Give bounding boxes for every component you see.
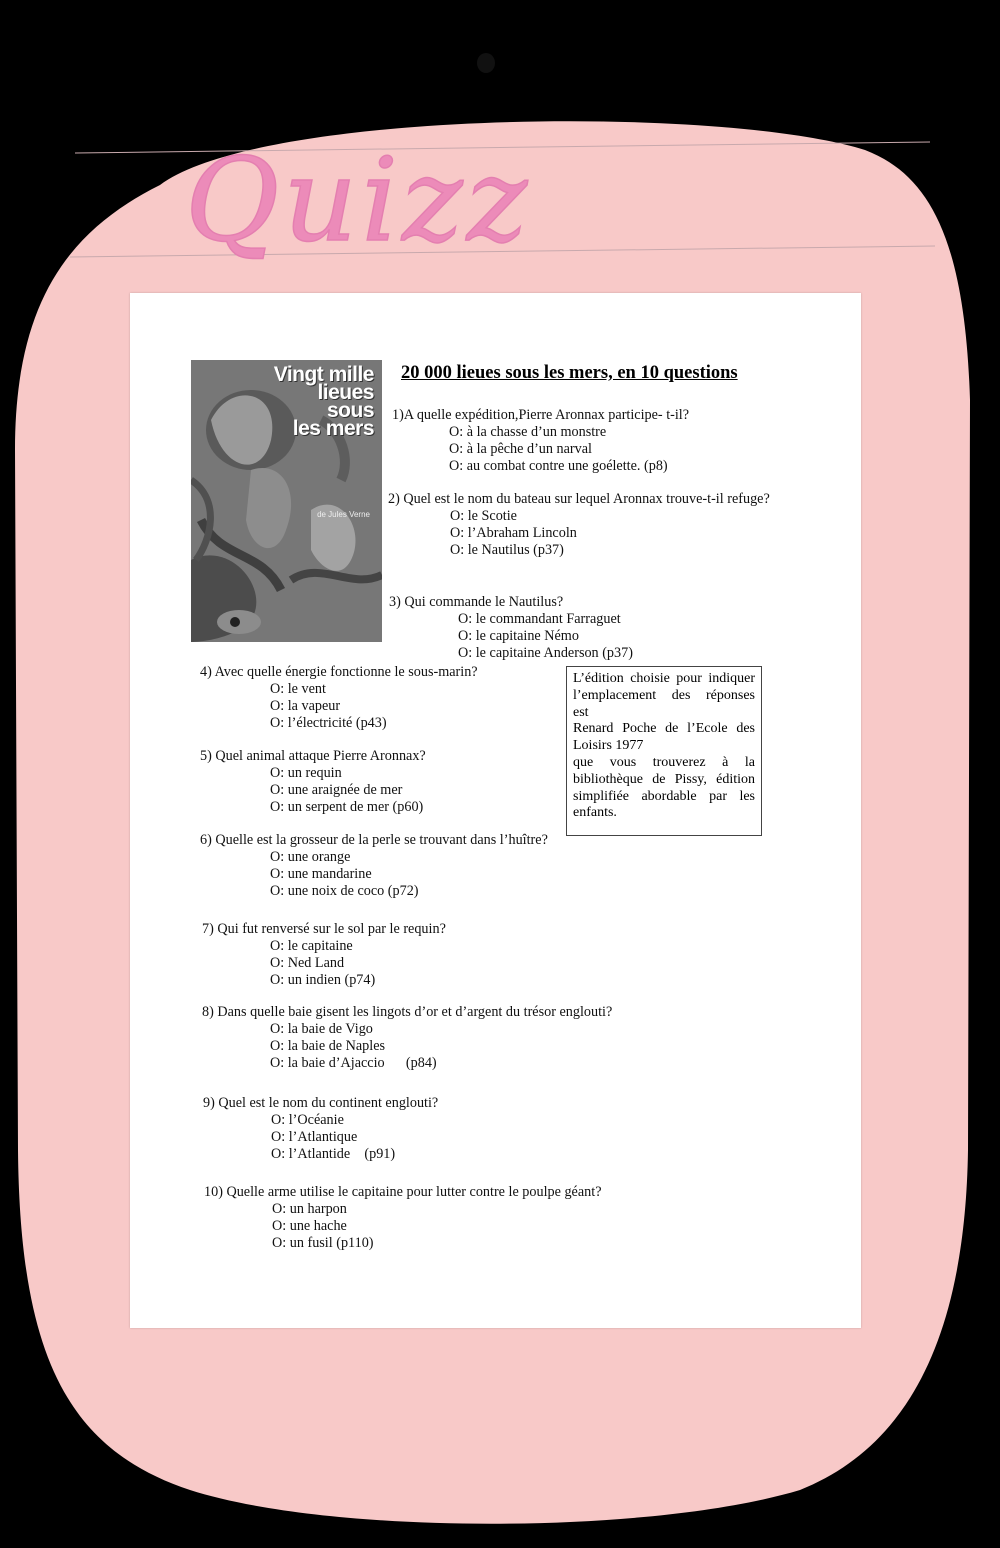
question-block [392,407,689,475]
note-line: Renard Poche de l’Ecole des [573,721,755,737]
note-line: Loisirs 1977 [573,738,644,754]
answer-option[interactable]: O: une noix de coco (p72) [270,883,419,899]
answer-option[interactable]: O: le capitaine Némo [458,628,579,644]
answer-option[interactable]: O: la baie de Naples [270,1038,386,1054]
question-text: 9) Quel est le nom du continent englouti? [203,1095,439,1111]
answer-option[interactable]: O: à la chasse d’un monstre [449,424,607,440]
answer-option[interactable]: O: la baie d’Ajaccio (p84) [270,1055,437,1071]
note-line: enfants. [573,805,617,821]
note-line: est [573,704,589,720]
quiz-sheet [130,293,861,1328]
svg-text:Quizz: Quizz [185,140,532,268]
cover-title-line: sous [326,399,374,422]
note-line: simplifiée abordable par les [573,788,755,804]
answer-option[interactable]: O: le capitaine Anderson (p37) [458,645,633,661]
answer-option[interactable]: O: une orange [270,849,351,865]
answer-option[interactable]: O: un indien (p74) [270,972,376,988]
note-line: L’édition choisie pour indiquer [573,671,755,686]
note-line: bibliothèque de Pissy, édition [573,771,755,787]
question-block [202,921,446,989]
question-block [203,1095,438,1163]
answer-option[interactable]: O: le vent [270,681,326,697]
answer-option[interactable]: O: Ned Land [270,955,345,971]
answer-option[interactable]: O: le commandant Farraguet [458,611,621,627]
answer-option[interactable]: O: à la pêche d’un narval [449,441,592,457]
handwritten-title [175,140,655,290]
question-text: 8) Dans quelle baie gisent les lingots d’or et d’argent du trésor englouti? [202,1004,613,1020]
answer-option[interactable]: O: l’Atlantique [271,1129,358,1145]
answer-option[interactable]: O: l’Océanie [271,1112,344,1128]
question-text: 10) Quelle arme utilise le capitaine pour lutter contre le poulpe géant? [204,1184,602,1200]
question-text: 4) Avec quelle énergie fonctionne le sous-marin? [200,664,478,680]
cover-author: de Jules Verne [317,510,370,519]
question-text: 5) Quel animal attaque Pierre Aronnax? [200,748,426,764]
answer-option[interactable]: O: une hache [272,1218,347,1234]
answer-option[interactable]: O: une mandarine [270,866,372,882]
cover-title-line: lieues [317,381,374,404]
answer-option[interactable]: O: l’Atlantide (p91) [271,1146,396,1162]
answer-option[interactable]: O: une araignée de mer [270,782,403,798]
answer-option[interactable]: O: un harpon [272,1201,347,1217]
answer-option[interactable]: O: l’électricité (p43) [270,715,387,731]
note-line: que vous trouverez à la [573,754,755,770]
edition-note-box [566,666,762,836]
cover-title-line: Vingt mille [273,363,374,386]
question-text: 2) Quel est le nom du bateau sur lequel Aronnax trouve-t-il refuge? [388,491,770,507]
answer-option[interactable]: O: la baie de Vigo [270,1021,373,1037]
answer-option[interactable]: O: un serpent de mer (p60) [270,799,424,815]
answer-option[interactable]: O: un fusil (p110) [272,1235,374,1251]
cover-title-line: les mers [292,417,374,440]
answer-option[interactable]: O: l’Abraham Lincoln [450,525,577,541]
question-block [202,1004,612,1072]
cover-title [273,363,374,440]
book-cover-image [191,360,382,642]
question-text: 1)A quelle expédition,Pierre Aronnax participe- t-il? [392,407,690,423]
question-block [389,594,633,662]
question-block [204,1184,602,1252]
question-text: 7) Qui fut renversé sur le sol par le requin? [202,921,446,937]
answer-option[interactable]: O: le capitaine [270,938,353,954]
question-text: 6) Quelle est la grosseur de la perle se trouvant dans l’huître? [200,832,548,848]
punch-hole [477,53,495,73]
question-block [200,748,426,816]
note-line: l’emplacement des réponses [573,687,755,703]
answer-option[interactable]: O: au combat contre une goélette. (p8) [449,458,668,474]
answer-option[interactable]: O: la vapeur [270,698,341,714]
answer-option[interactable]: O: un requin [270,765,342,781]
answer-option[interactable]: O: le Nautilus (p37) [450,542,564,558]
question-block [200,664,478,732]
question-text: 3) Qui commande le Nautilus? [389,594,564,610]
question-block [388,491,770,559]
answer-option[interactable]: O: le Scotie [450,508,517,524]
document-title: 20 000 lieues sous les mers, en 10 questions [401,363,738,383]
question-block [200,832,548,900]
